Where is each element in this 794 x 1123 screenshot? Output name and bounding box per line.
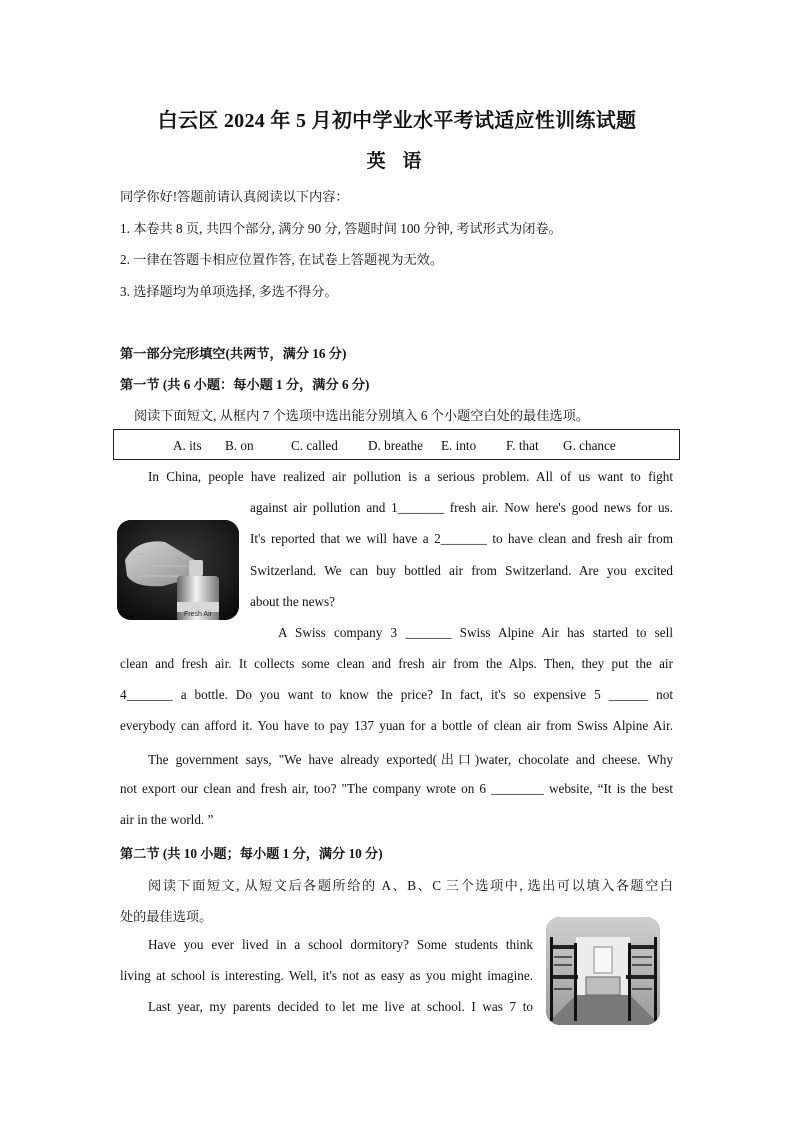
option-item: D. breathe bbox=[368, 438, 423, 453]
section1-heading: 第一节 (共 6 小题：每小题 1 分，满分 6 分) bbox=[120, 377, 370, 392]
passage1-line: against air pollution and 1_______ fresh air. Now here's good news for us. bbox=[250, 500, 673, 515]
subject-title: 英 语 bbox=[366, 151, 428, 172]
section2-heading: 第二节 (共 10 小题；每小题 1 分，满分 10 分) bbox=[120, 846, 383, 861]
dormitory-illustration bbox=[546, 917, 660, 1025]
image-caption: Fresh Air bbox=[183, 611, 213, 618]
passage1-line: everybody can afford it. You have to pay 137 yuan for a bottle of clean air from Swiss Alpine Air. bbox=[120, 718, 673, 733]
passage1-line: It's reported that we will have a 2_______ to have clean and fresh air from bbox=[250, 531, 673, 546]
intro-rule: 1. 本卷共 8 页, 共四个部分, 满分 90 分, 答题时间 100 分钟, 考试形式为闭卷。 bbox=[120, 221, 562, 236]
passage1-line: A Swiss company 3 _______ Swiss Alpine Air has started to sell bbox=[278, 625, 673, 640]
passage2-line: living at school is interesting. Well, it's not as easy as you might imagine. bbox=[120, 968, 533, 983]
passage1-line: not export our clean and fresh air, too? "The company wrote on 6 ________ website, “It is the best bbox=[120, 781, 673, 796]
option-item: A. its bbox=[173, 438, 202, 453]
option-item: C. called bbox=[291, 438, 338, 453]
passage1-line: 4_______ a bottle. Do you want to know the price? In fact, it's so expensive 5 ______ not bbox=[120, 687, 673, 702]
option-item: G. chance bbox=[563, 438, 616, 453]
passage1-line: clean and fresh air. It collects some clean and fresh air from the Alps. Then, they put the air bbox=[120, 656, 673, 671]
intro-rule: 3. 选择题均为单项选择, 多选不得分。 bbox=[120, 284, 338, 299]
bottled-air-illustration bbox=[117, 520, 239, 620]
option-item: E. into bbox=[441, 438, 477, 453]
option-item: B. on bbox=[225, 438, 254, 453]
passage1-line: In China, people have realized air pollution is a serious problem. All of us want to fight bbox=[148, 469, 673, 484]
bottled-air-photo bbox=[117, 520, 239, 620]
passage2-line: Last year, my parents decided to let me live at school. I was 7 to bbox=[148, 999, 533, 1014]
passage1-line: Switzerland. We can buy bottled air from Switzerland. Are you excited bbox=[250, 563, 673, 578]
dormitory-photo bbox=[546, 917, 660, 1025]
section1-instruction: 阅读下面短文, 从框内 7 个选项中选出能分别填入 6 个小题空白处的最佳选项。 bbox=[134, 408, 589, 423]
option-item: F. that bbox=[506, 438, 539, 453]
intro-rule: 2. 一律在答题卡相应位置作答, 在试卷上答题视为无效。 bbox=[120, 252, 444, 267]
passage2-line: Have you ever lived in a school dormitory? Some students think bbox=[148, 937, 533, 952]
page-title: 白云区 2024 年 5 月初中学业水平考试适应性训练试题 bbox=[157, 110, 637, 132]
section2-instruction: 处的最佳选项。 bbox=[120, 909, 213, 924]
passage1-line: about the news? bbox=[250, 594, 335, 609]
passage1-line: air in the world. ” bbox=[120, 812, 214, 827]
options-box bbox=[113, 429, 680, 460]
part1-heading: 第一部分完形填空(共两节，满分 16 分) bbox=[120, 346, 347, 361]
section2-instruction: 阅读下面短文, 从短文后各题所给的 A、B、C 三个选项中, 选出可以填入各题空白 bbox=[148, 878, 673, 893]
intro-greeting: 同学你好!答题前请认真阅读以下内容： bbox=[120, 189, 349, 204]
passage1-line: The government says, "We have already exported(出口)water, chocolate and cheese. Why bbox=[148, 752, 673, 767]
